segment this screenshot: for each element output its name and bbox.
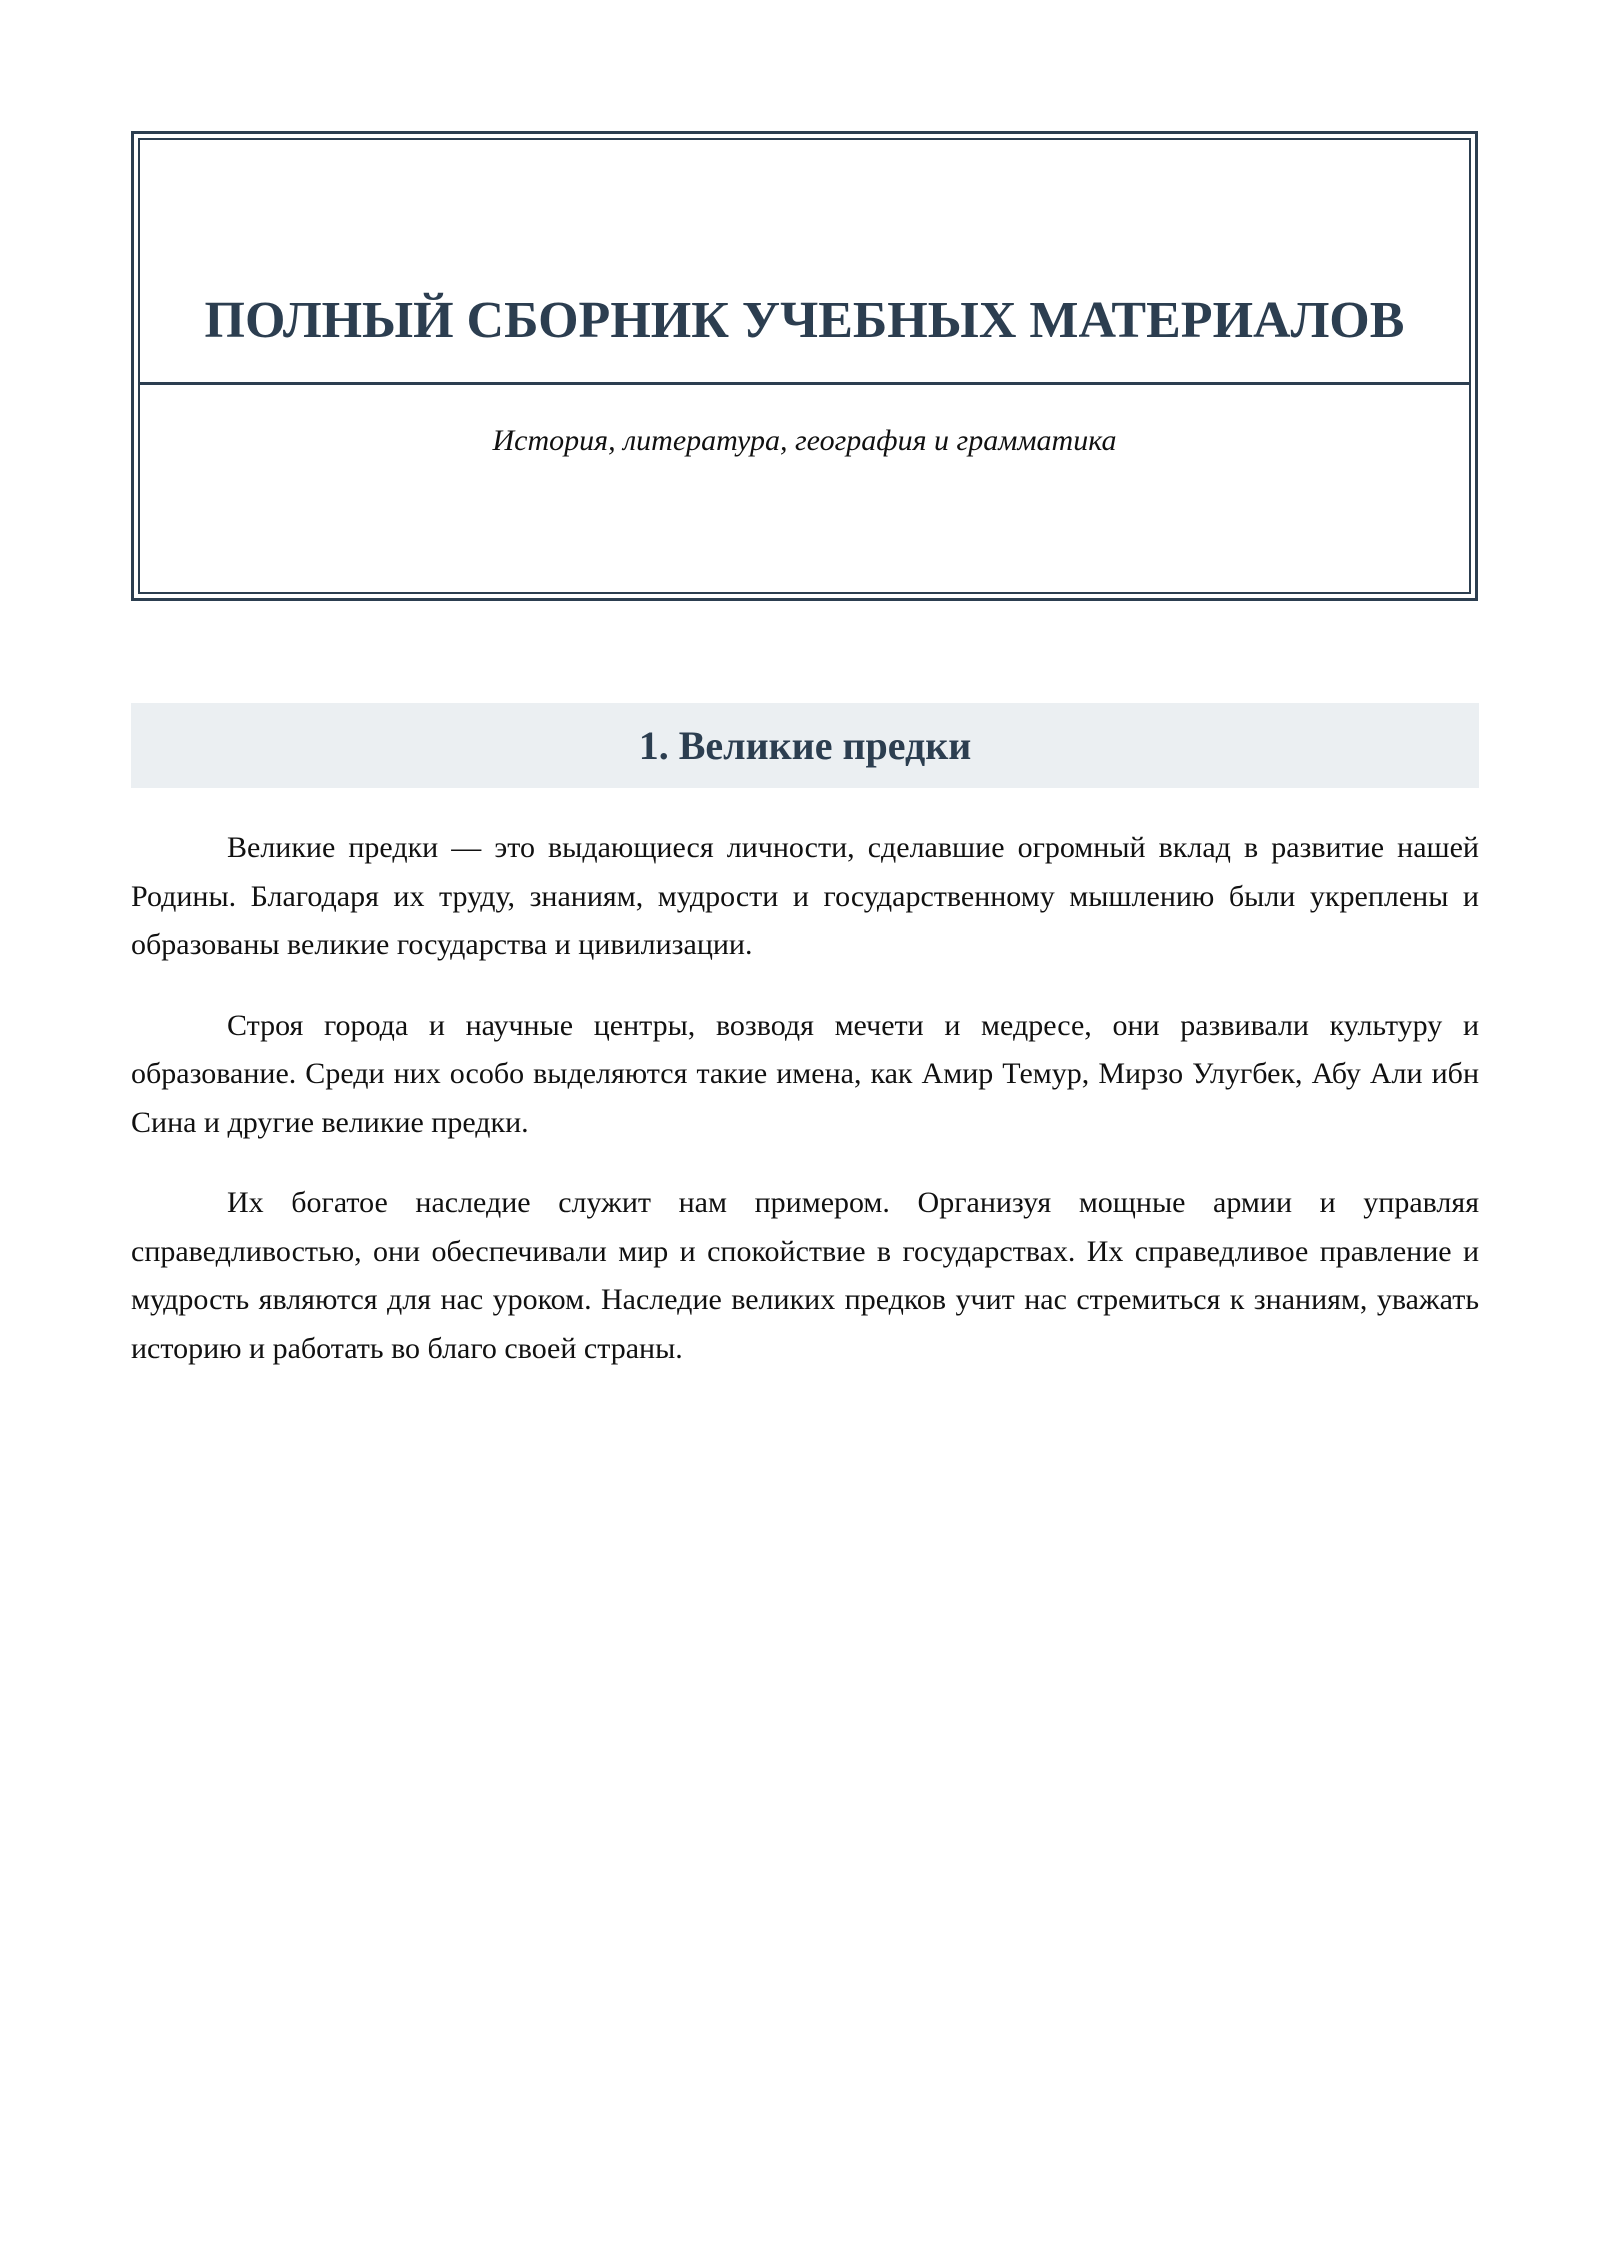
title-frame-inner [138,138,1471,594]
paragraph: Их богатое наследие служит нам примером. Организуя мощные армии и управляя справедливостью, они обеспечивали мир и спокойствие в государствах. Их справедливое правление и мудрость являются для нас уроком. Наследие великих предков учит нас стремиться к знаниям, уважать историю и работать во благо своей страны. [131,1186,1479,1365]
document-subtitle: История, литература, география и грамматика [492,424,1117,457]
document-title: ПОЛНЫЙ СБОРНИК УЧЕБНЫХ МАТЕРИАЛОВ [204,292,1405,349]
title-frame [131,131,1478,601]
paragraph: Строя города и научные центры, возводя мечети и медресе, они развивали культуру и образование. Среди них особо выделяются такие имена, как Амир Темур, Мирзо Улугбек, Абу Али ибн Сина и другие великие предки. [131,1008,1479,1139]
paragraph: Великие предки — это выдающиеся личности, сделавшие огромный вклад в развитие нашей Родины. Благодаря их труду, знаниям, мудрости и государственному мышлению были укреплены и образованы великие государства и цивилизации. [131,831,1479,961]
section-header [131,703,1479,788]
section-body [131,824,1479,1405]
section-title: 1. Великие предки [638,722,972,768]
title-divider [140,382,1469,385]
